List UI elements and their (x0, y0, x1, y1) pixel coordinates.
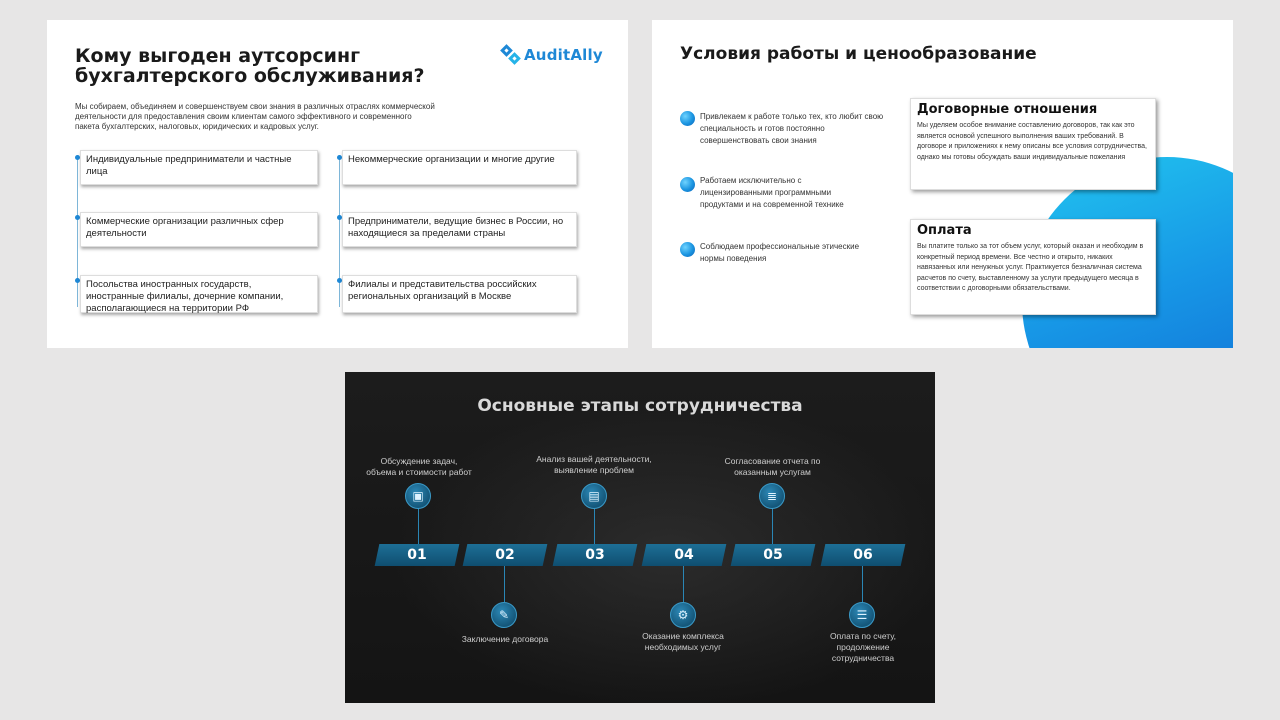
box-title: Договорные отношения (917, 102, 1098, 117)
condition-text: Соблюдаем профессиональные этические нормы поведения (700, 242, 860, 263)
box-text: Вы платите только за тот объем услуг, который оказан и необходим в конкретный период времени. Все честно и открыто, никаких навязанных или ненужных услуг. Практикуется безналичная система расчетов по счету, выставленному за услуги предыдущего месяца в соответствии с договорными обязательствами. (917, 243, 1144, 292)
logo-mark-icon (502, 46, 520, 64)
client-card: Индивидуальные предприниматели и частные лица (80, 150, 318, 185)
invoice-icon: ☰ (849, 602, 875, 628)
client-card: Посольства иностранных государств, иностранные филиалы, дочерние компании, располагающиеся на территории РФ (80, 275, 318, 313)
contract-icon: ✎ (491, 602, 517, 628)
bullet-icon (680, 177, 695, 192)
step-label: Оказание комплекса необходимых услуг (642, 631, 724, 652)
auditally-logo (502, 46, 603, 64)
step-number: 05 (731, 544, 816, 566)
box-text: Мы уделяем особое внимание составлению договоров, так как это является основой успешного выполнения ваших требований. В договоре и приложениях к нему описаны все условия сотрудничества, однако мы готовы обсуждать ваши индивидуальные пожелания (917, 122, 1147, 161)
step-label: Согласование отчета по оказанным услугам (724, 456, 821, 477)
slide-title: Условия работы и ценообразование (680, 44, 1037, 64)
step-label: Оплата по счету, продолжение сотрудничества (829, 631, 897, 663)
step-label: Обсуждение задач, объема и стоимости работ (366, 456, 472, 477)
condition-text: Привлекаем к работе только тех, кто любит свою специальность и готов постоянно совершенствовать свои знания (700, 112, 884, 145)
slide-title: Основные этапы сотрудничества (477, 396, 803, 416)
step-label: Анализ вашей деятельности, выявление проблем (536, 454, 652, 475)
client-card: Некоммерческие организации и многие другие (342, 150, 577, 185)
client-card: Филиалы и представительства российских региональных организаций в Москве (342, 275, 577, 313)
step-connector (594, 508, 595, 544)
step-connector (683, 566, 684, 602)
step-number: 01 (375, 544, 460, 566)
client-card: Предприниматели, ведущие бизнес в России, но находящиеся за пределами страны (342, 212, 577, 247)
contract-terms-box (910, 98, 1156, 190)
report-icon: ≣ (759, 483, 785, 509)
step-connector (862, 566, 863, 602)
left-timeline-line (77, 157, 78, 307)
logo-text: AuditAlly (524, 46, 603, 64)
condition-text: Работаем исключительно с лицензированными программными продуктами и на современной технике (700, 176, 844, 209)
bullet-icon (680, 242, 695, 257)
bullet-icon (680, 111, 695, 126)
slide-terms-pricing (652, 20, 1233, 348)
step-number: 06 (821, 544, 906, 566)
step-label: Заключение договора (461, 634, 549, 644)
step-connector (772, 508, 773, 544)
slide-title: Кому выгоден аутсорсинг бухгалтерского обслуживания? (75, 45, 425, 87)
payment-box (910, 219, 1156, 315)
briefcase-icon: ▣ (405, 483, 431, 509)
box-title: Оплата (917, 223, 972, 238)
slide-outsourcing-clients (47, 20, 628, 348)
gears-icon: ⚙ (670, 602, 696, 628)
intro-paragraph: Мы собираем, объединяем и совершенствуем свои знания в различных отраслях коммерческой деятельности для предоставления своим клиентам самого эффективного и современного пакета бухгалтерских, налоговых, юридических и кадровых услуг. (75, 102, 435, 131)
step-number: 03 (553, 544, 638, 566)
step-number: 04 (642, 544, 727, 566)
step-connector (504, 566, 505, 602)
step-connector (418, 508, 419, 544)
slide-cooperation-stages (345, 372, 935, 703)
presentation-chart-icon: ▤ (581, 483, 607, 509)
step-number: 02 (463, 544, 548, 566)
right-timeline-line (339, 157, 340, 307)
client-card: Коммерческие организации различных сфер деятельности (80, 212, 318, 247)
